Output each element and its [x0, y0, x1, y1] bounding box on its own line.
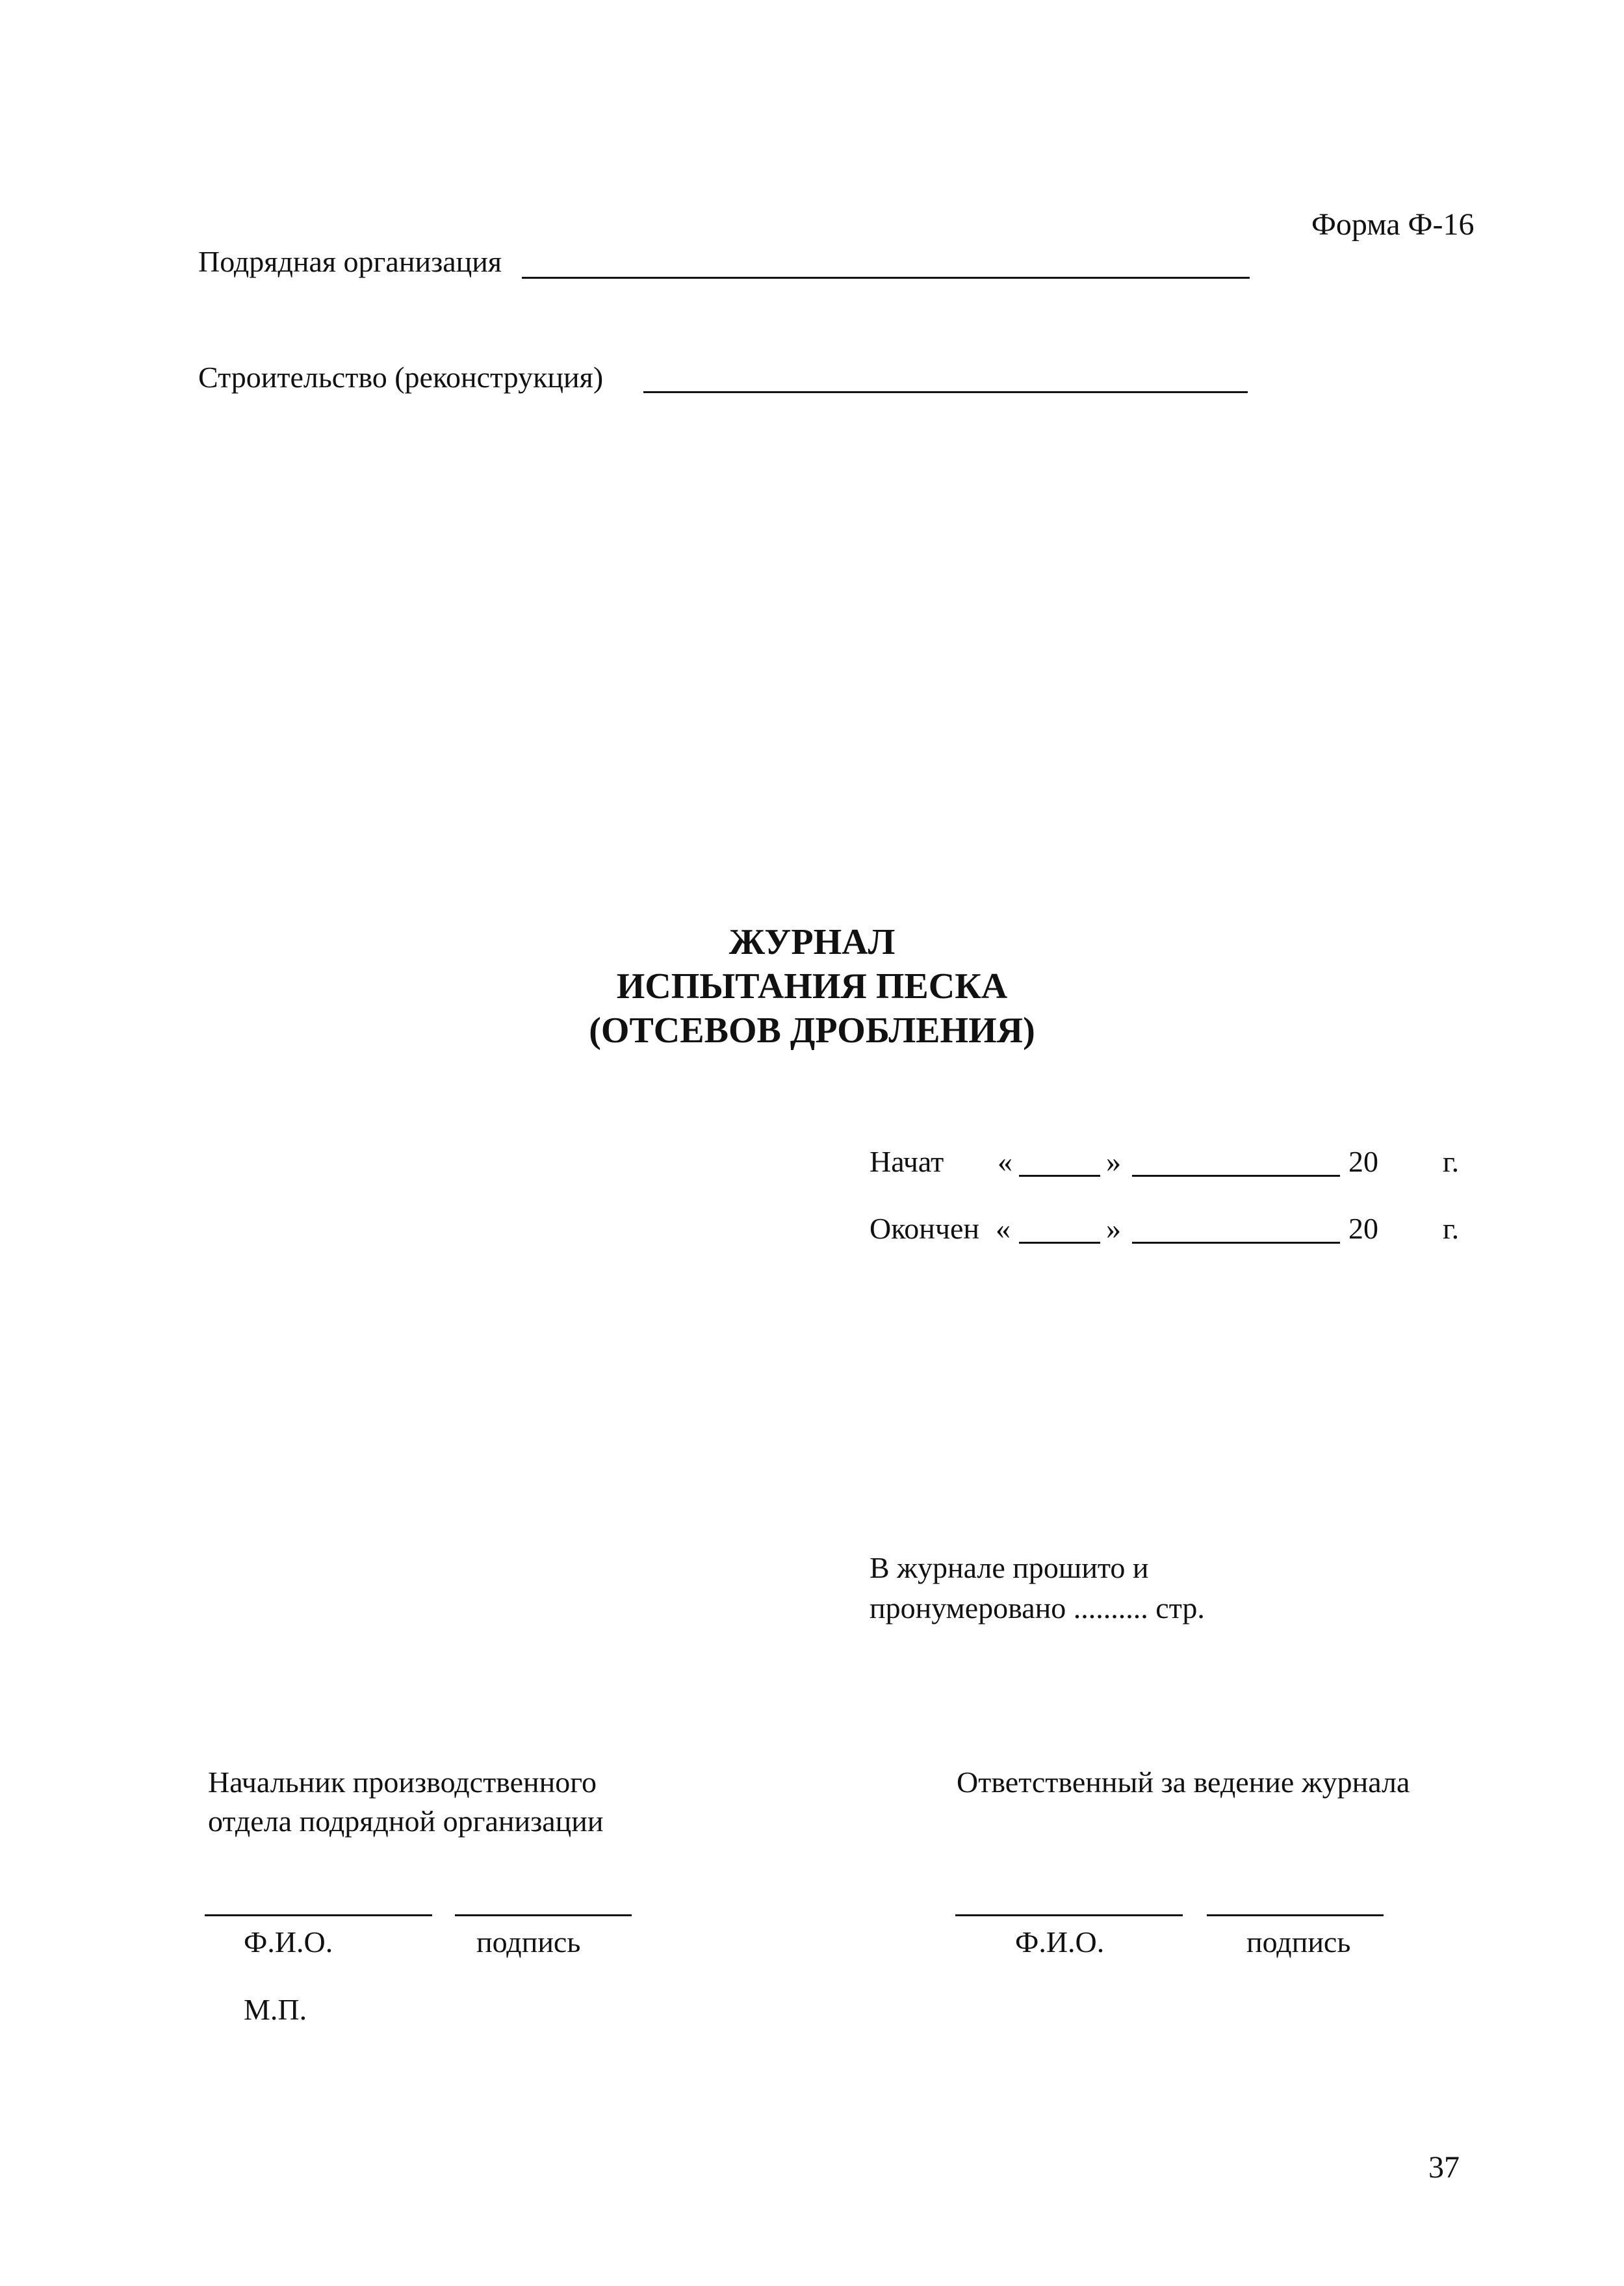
started-year-suffix: г. — [1443, 1145, 1460, 1178]
finished-year-suffix: г. — [1443, 1212, 1460, 1245]
form-label: Форма Ф-16 — [1311, 207, 1475, 242]
page-number: 37 — [1428, 2150, 1460, 2185]
title-line-2: ИСПЫТАНИЯ ПЕСКА — [616, 966, 1008, 1007]
started-label: Начат — [870, 1145, 944, 1178]
construction-field-line — [643, 391, 1248, 393]
started-quote-close: » — [1106, 1145, 1121, 1178]
title-line-3: (ОТСЕВОВ ДРОБЛЕНИЯ) — [589, 1010, 1035, 1051]
right-signer-title: Ответственный за ведение журнала — [957, 1766, 1410, 1799]
sewn-note-line-1: В журнале прошито и — [870, 1551, 1149, 1584]
left-signer-title-line-1: Начальник производственного — [208, 1766, 597, 1799]
left-signer-title-line-2: отдела подрядной организации — [208, 1804, 604, 1838]
started-month-line — [1132, 1175, 1340, 1177]
left-fio-label: Ф.И.О. — [244, 1925, 333, 1959]
right-signature-line — [1207, 1914, 1384, 1916]
started-quote-open: « — [998, 1145, 1012, 1178]
finished-day-line — [1019, 1242, 1100, 1244]
finished-year-prefix: 20 — [1348, 1212, 1378, 1245]
right-fio-label: Ф.И.О. — [1015, 1925, 1105, 1959]
right-fio-line — [955, 1914, 1183, 1916]
started-day-line — [1019, 1175, 1100, 1177]
construction-label: Строительство (реконструкция) — [198, 361, 604, 394]
contractor-field-line — [522, 277, 1250, 279]
left-signature-line — [455, 1914, 632, 1916]
started-year-prefix: 20 — [1348, 1145, 1378, 1178]
stamp-label: М.П. — [244, 1993, 307, 2026]
left-fio-line — [205, 1914, 432, 1916]
title-line-1: ЖУРНАЛ — [728, 922, 896, 962]
finished-month-line — [1132, 1242, 1340, 1244]
left-signature-label: подпись — [476, 1925, 581, 1959]
contractor-label: Подрядная организация — [198, 245, 502, 278]
finished-label: Окончен — [870, 1212, 980, 1245]
finished-quote-open: « — [996, 1212, 1011, 1245]
right-signature-label: подпись — [1246, 1925, 1351, 1959]
sewn-note-line-2: пронумеровано .......... стр. — [870, 1591, 1205, 1625]
finished-quote-close: » — [1106, 1212, 1121, 1245]
